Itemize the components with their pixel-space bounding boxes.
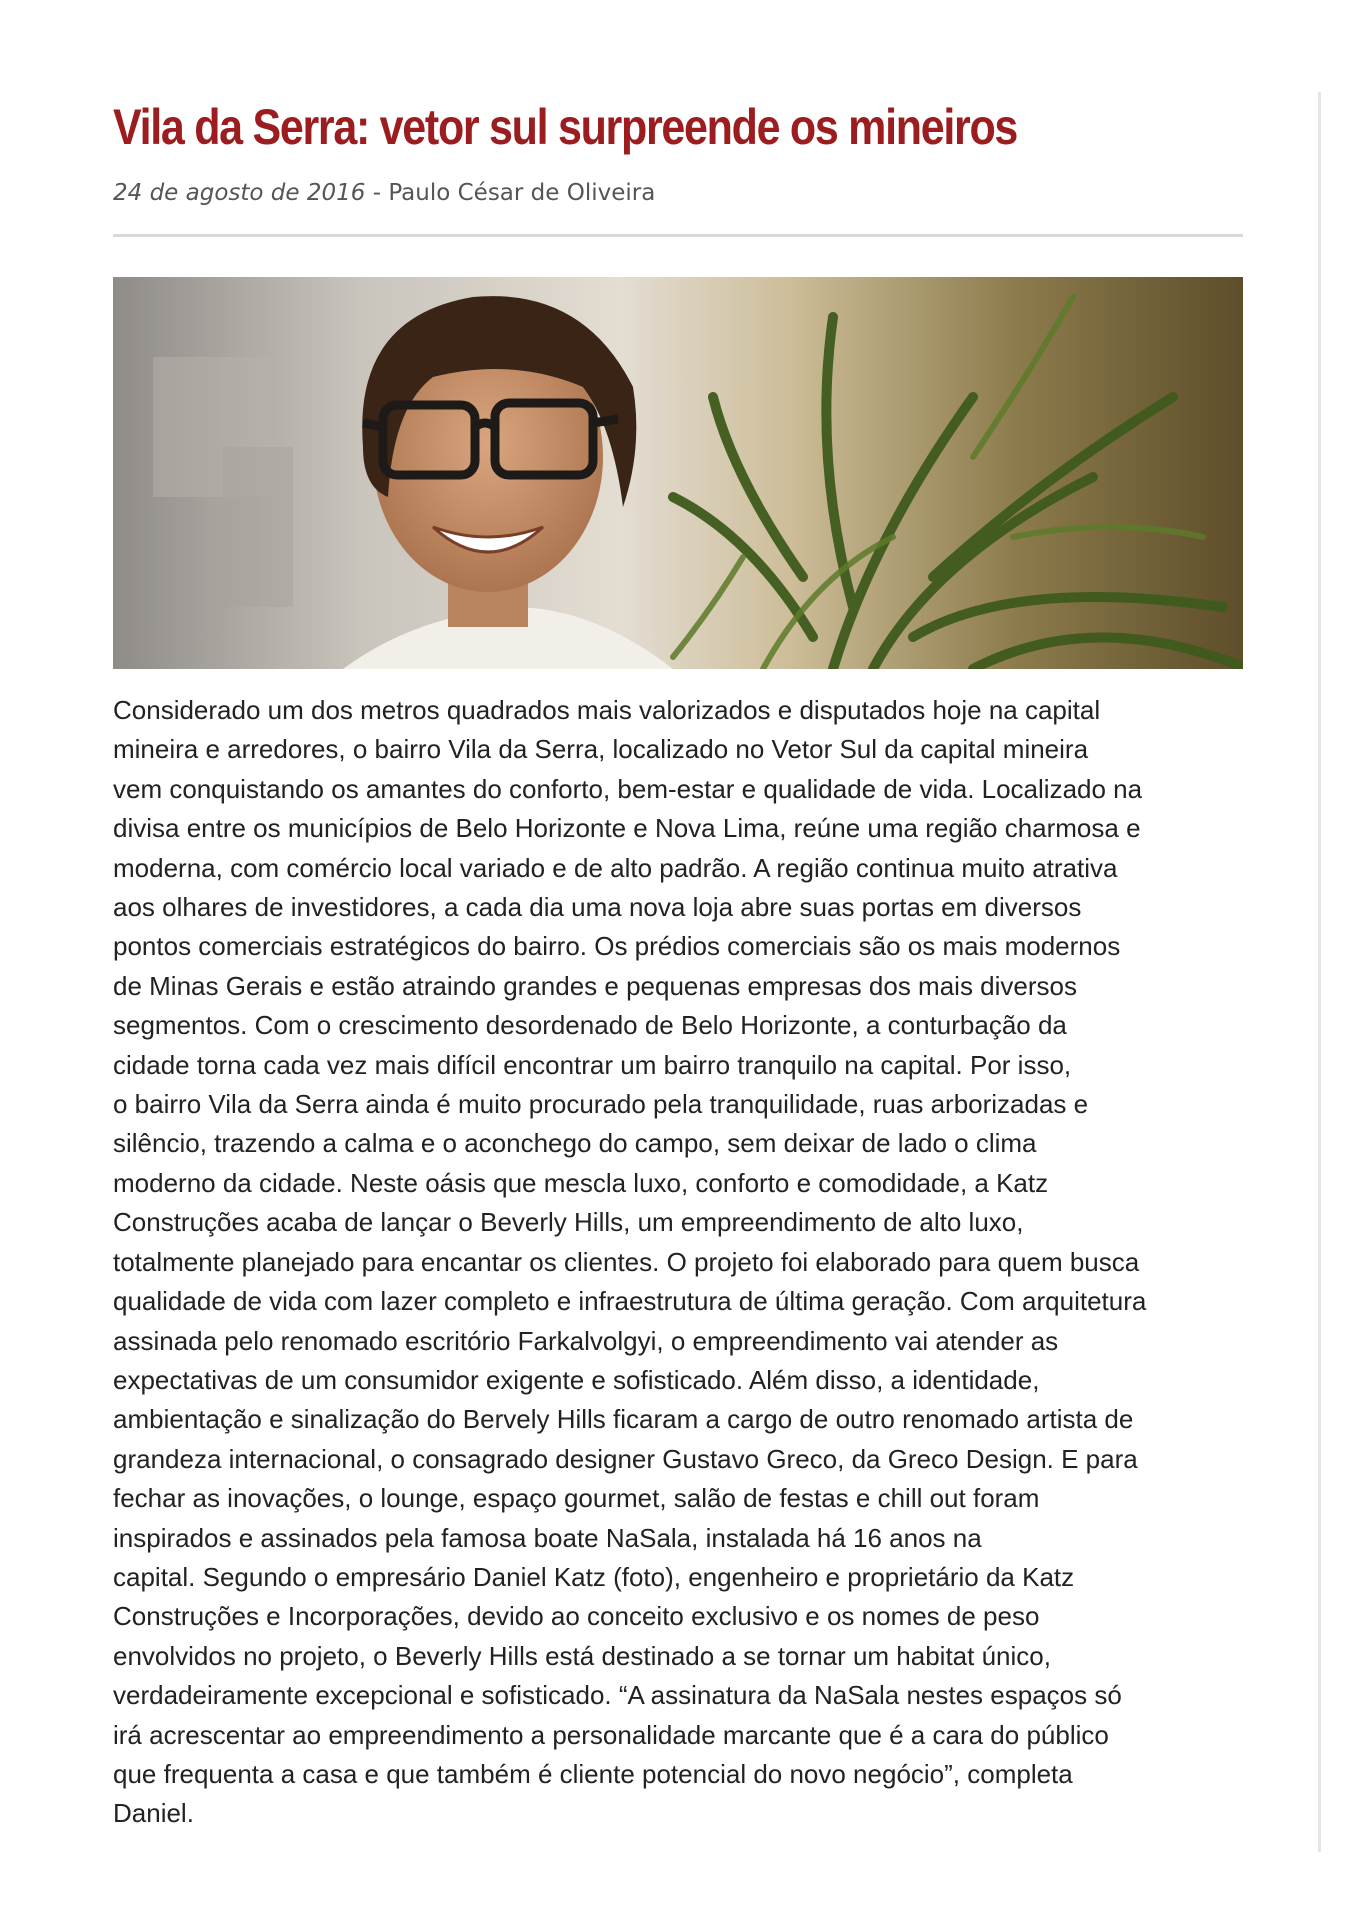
- body-line: aos olhares de investidores, a cada dia uma nova loja abre suas portas em diversos: [113, 892, 1082, 923]
- body-line: totalmente planejado para encantar os clientes. O projeto foi elaborado para quem busca: [113, 1246, 1140, 1277]
- body-line: cidade torna cada vez mais difícil encontrar um bairro tranquilo na capital. Por isso,: [113, 1049, 1072, 1080]
- article-title: Vila da Serra: vetor sul surpreende os mineiros: [113, 99, 1018, 155]
- body-line: de Minas Gerais e estão atraindo grandes e pequenas empresas dos mais diversos: [113, 970, 1077, 1001]
- body-line: moderna, com comércio local variado e de alto padrão. A região continua muito atrativa: [113, 852, 1118, 883]
- article-body: [113, 691, 1243, 1834]
- meta-separator: -: [372, 180, 382, 206]
- body-line: Construções e Incorporações, devido ao conceito exclusivo e os nomes de peso: [113, 1601, 1040, 1632]
- body-line: que frequenta a casa e que também é cliente potencial do novo negócio”, completa: [113, 1758, 1073, 1789]
- article-photo: [113, 277, 1243, 669]
- photo-illustration: [113, 277, 1243, 669]
- body-line: Construções acaba de lançar o Beverly Hills, um empreendimento de alto luxo,: [113, 1207, 1024, 1238]
- body-line: assinada pelo renomado escritório Farkalvolgyi, o empreendimento vai atender as: [113, 1325, 1059, 1356]
- body-line: pontos comerciais estratégicos do bairro. Os prédios comerciais são os mais modernos: [113, 931, 1121, 962]
- title-divider: [113, 234, 1243, 237]
- body-line: fechar as inovações, o lounge, espaço gourmet, salão de festas e chill out foram: [113, 1483, 1040, 1514]
- body-line: verdadeiramente excepcional e sofisticado. “A assinatura da NaSala nestes espaços só: [113, 1680, 1122, 1711]
- body-line: qualidade de vida com lazer completo e infraestrutura de última geração. Com arquitetura: [113, 1286, 1147, 1317]
- article-date: 24 de agosto de 2016: [113, 180, 366, 206]
- body-line: vem conquistando os amantes do conforto, bem-estar e qualidade de vida. Localizado na: [113, 773, 1143, 804]
- page-right-border: [1318, 92, 1321, 1852]
- body-line: Daniel.: [113, 1798, 194, 1829]
- body-line: envolvidos no projeto, o Beverly Hills está destinado a se tornar um habitat único,: [113, 1640, 1051, 1671]
- article: [113, 96, 1243, 1834]
- article-meta: [113, 178, 1243, 208]
- body-line: Considerado um dos metros quadrados mais valorizados e disputados hoje na capital: [113, 695, 1101, 725]
- body-line: ambientação e sinalização do Bervely Hills ficaram a cargo de outro renomado artista de: [113, 1404, 1134, 1435]
- body-line: moderno da cidade. Neste oásis que mescla luxo, conforto e comodidade, a Katz: [113, 1167, 1049, 1198]
- body-line: o bairro Vila da Serra ainda é muito procurado pela tranquilidade, ruas arborizadas e: [113, 1089, 1089, 1120]
- body-line: grandeza internacional, o consagrado designer Gustavo Greco, da Greco Design. E para: [113, 1443, 1138, 1474]
- body-line: segmentos. Com o crescimento desordenado de Belo Horizonte, a conturbação da: [113, 1010, 1067, 1041]
- body-line: expectativas de um consumidor exigente e sofisticado. Além disso, a identidade,: [113, 1364, 1040, 1395]
- body-line: divisa entre os municípios de Belo Horizonte e Nova Lima, reúne uma região charmosa e: [113, 813, 1141, 844]
- article-author: Paulo César de Oliveira: [388, 180, 656, 206]
- body-line: irá acrescentar ao empreendimento a personalidade marcante que é a cara do público: [113, 1719, 1109, 1750]
- body-line: inspirados e assinados pela famosa boate NaSala, instalada há 16 anos na: [113, 1522, 982, 1553]
- body-line: capital. Segundo o empresário Daniel Katz (foto), engenheiro e proprietário da Katz: [113, 1561, 1075, 1592]
- body-line: mineira e arredores, o bairro Vila da Serra, localizado no Vetor Sul da capital mineira: [113, 734, 1089, 765]
- body-line: silêncio, trazendo a calma e o aconchego do campo, sem deixar de lado o clima: [113, 1128, 1037, 1159]
